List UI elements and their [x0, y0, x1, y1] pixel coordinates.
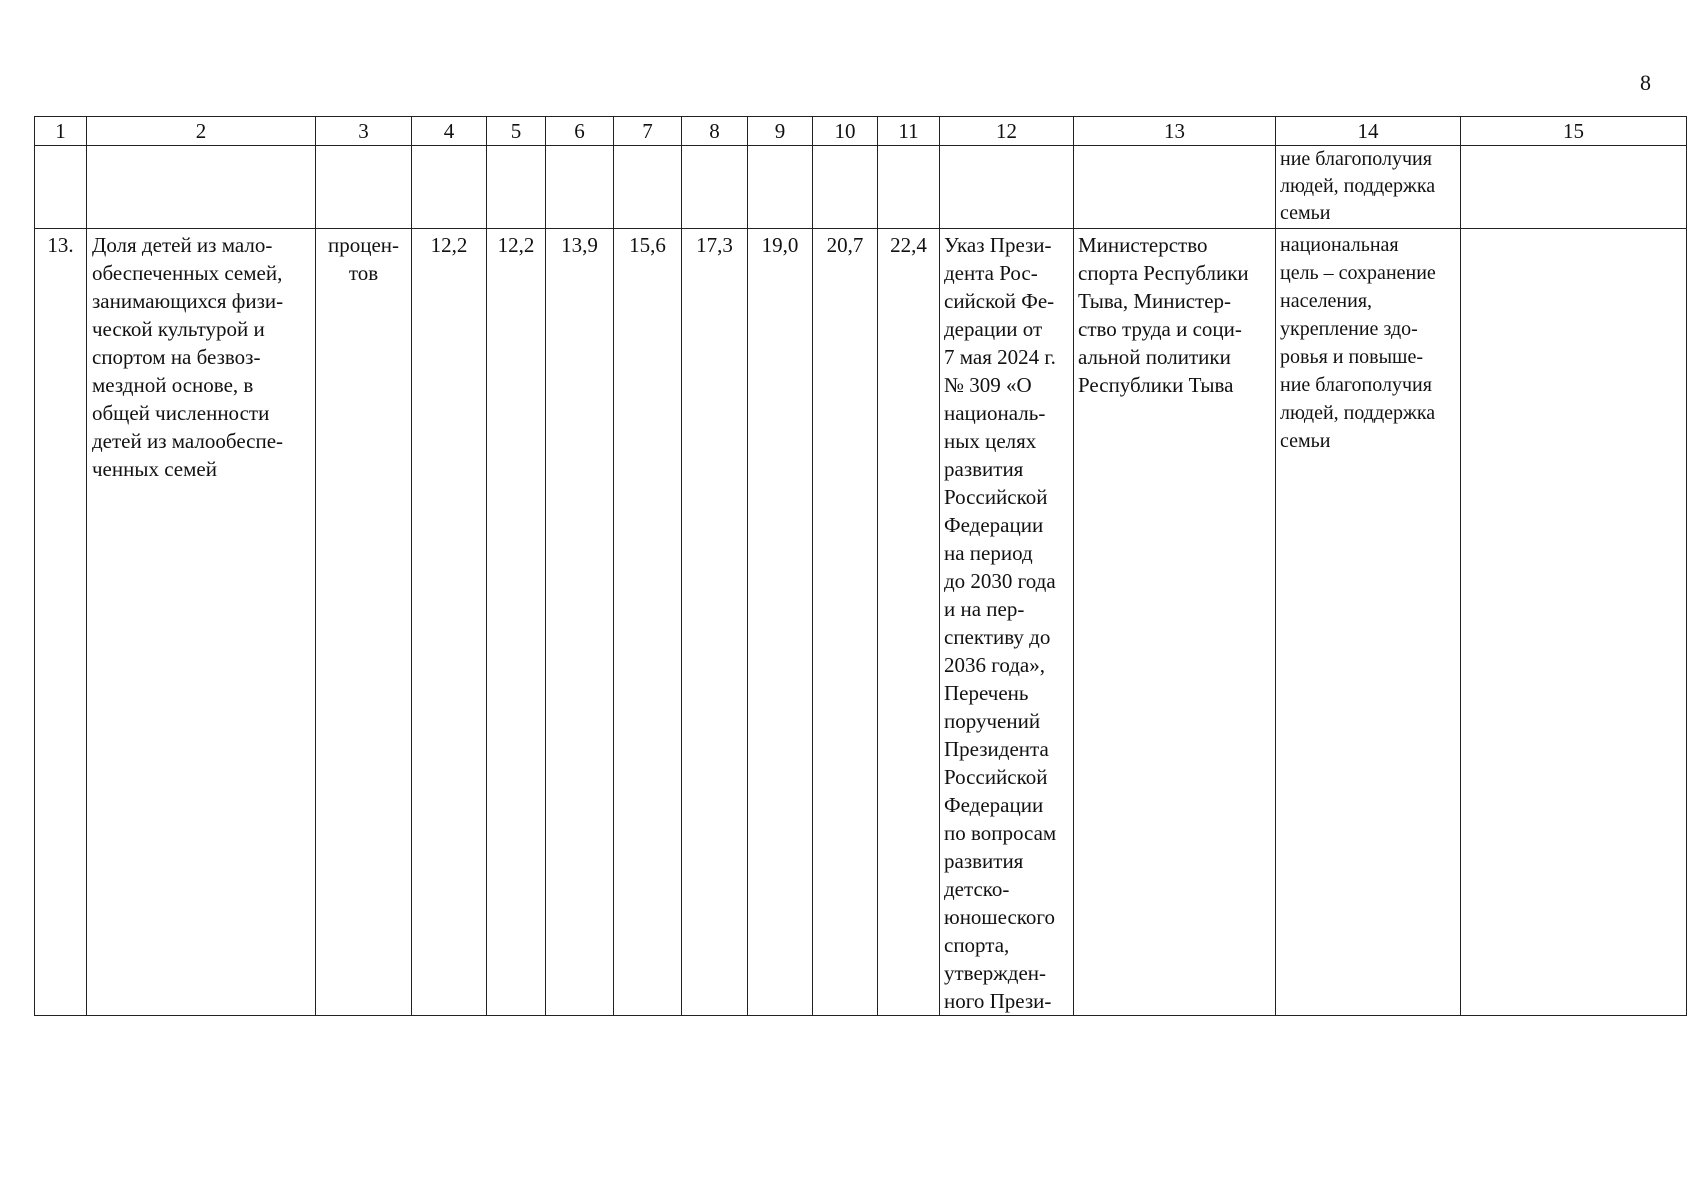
indicator-cell — [87, 229, 316, 1016]
column-number: 11 — [878, 117, 940, 146]
row-number: 13. — [35, 229, 87, 1016]
column-number: 12 — [940, 117, 1074, 146]
empty-cell — [813, 146, 878, 229]
goal-continuation-text: ние благополучия людей, поддержка семьи — [1280, 148, 1436, 224]
empty-cell — [35, 146, 87, 229]
responsible-text: Министерство спорта Республики Тыва, Министер- ство труда и соци- альной политики Республики Тыва — [1078, 233, 1249, 397]
value-cell: 12,2 — [412, 229, 487, 1016]
column-number: 8 — [682, 117, 748, 146]
column-number: 10 — [813, 117, 878, 146]
empty-cell — [412, 146, 487, 229]
value-cell: 19,0 — [748, 229, 813, 1016]
empty-cell — [1074, 146, 1276, 229]
column-number: 7 — [614, 117, 682, 146]
column-number: 6 — [546, 117, 614, 146]
empty-cell — [682, 146, 748, 229]
column-number: 9 — [748, 117, 813, 146]
responsible-cell — [1074, 229, 1276, 1016]
basis-cell — [940, 229, 1074, 1016]
empty-cell — [614, 146, 682, 229]
indicator-name: Доля детей из мало- обеспеченных семей, занимающихся физи- ческой культурой и спортом на безвоз- мездной основе, в общей численности детей из малообеспе- ченных семей — [92, 233, 284, 481]
value-cell: 13,9 — [546, 229, 614, 1016]
unit-text: процен- тов — [327, 233, 400, 285]
column-number: 5 — [487, 117, 546, 146]
value-cell: 22,4 — [878, 229, 940, 1016]
empty-cell — [940, 146, 1074, 229]
value-cell: 12,2 — [487, 229, 546, 1016]
column-number: 4 — [412, 117, 487, 146]
page-number: 8 — [1640, 70, 1651, 95]
empty-cell — [546, 146, 614, 229]
goal-cell — [1276, 229, 1461, 1016]
table-row — [35, 229, 1687, 1016]
empty-cell — [748, 146, 813, 229]
column-number: 1 — [35, 117, 87, 146]
column-number: 13 — [1074, 117, 1276, 146]
column-number: 14 — [1276, 117, 1461, 146]
value-cell: 15,6 — [614, 229, 682, 1016]
value-cell: 20,7 — [813, 229, 878, 1016]
column-number: 15 — [1461, 117, 1687, 146]
continuation-row — [35, 146, 1687, 229]
empty-cell — [87, 146, 316, 229]
column-number: 2 — [87, 117, 316, 146]
empty-cell — [316, 146, 412, 229]
unit-cell — [316, 229, 412, 1016]
empty-cell — [487, 146, 546, 229]
indicators-table — [34, 116, 1687, 1016]
goal-text: национальная цель – сохранение населения, укрепление здо- ровья и повыше- ние благополучия людей, поддержка семьи — [1280, 234, 1436, 452]
col15-cell — [1461, 229, 1687, 1016]
column-number: 3 — [316, 117, 412, 146]
empty-cell — [1461, 146, 1687, 229]
goal-continuation-cell — [1276, 146, 1461, 229]
basis-text: Указ Прези- дента Рос- сийской Фе- дерации от 7 мая 2024 г. № 309 «О националь- ных целях развития Российской Федерации на период до 2030 года и на пер- спективу до 2036 года», Перечень поручений Президента Российской Федерации по вопросам развития детско- юношеского спорта, утвержден- ного Прези- — [944, 233, 1057, 1013]
column-number-row — [35, 117, 1687, 146]
value-cell: 17,3 — [682, 229, 748, 1016]
empty-cell — [878, 146, 940, 229]
